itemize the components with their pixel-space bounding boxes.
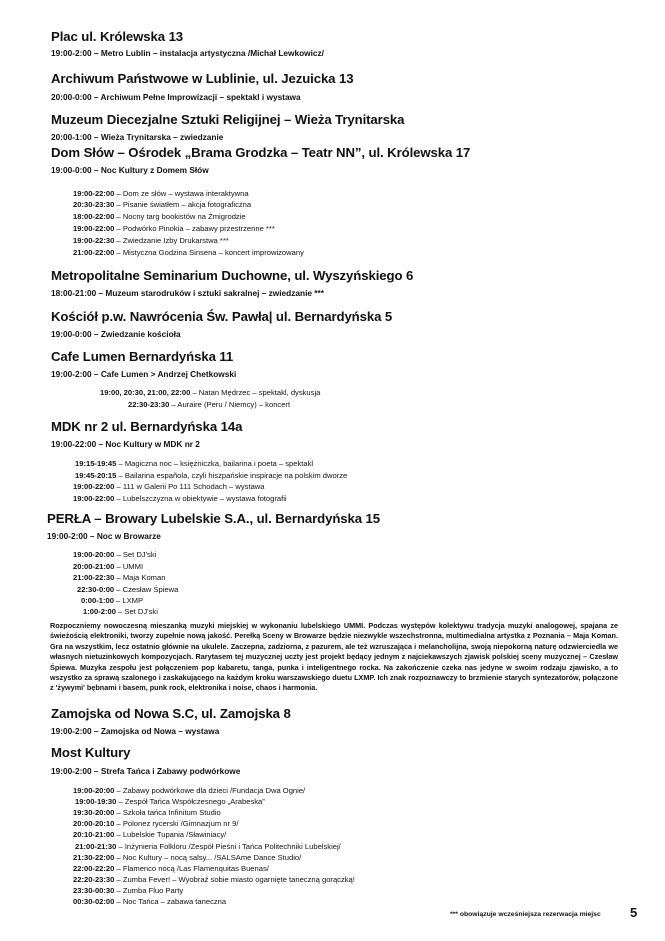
sub-event: 20:30-23:30 – Pisanie światłem – akcja fotograficzna: [73, 200, 252, 209]
description-paragraph: Rozpoczniemy nowoczesną mieszanką muzyki miejskiej w wykonaniu lubelskiego UMMI. Podczas występów kolektywu tradycja muzyki analogowej, spajana ze świeżością elektroniki, tworzy zupełnie nową jakość. Perełką Sceny w Browarze będzie niezwykle wszechstronna, multimedialna artystka z Poznania – Maja Koman. Gra na wszystkim, lecz ostatnio głównie na ukulele. Zaczepna, zadziorna, z pazurem, ale też wzruszająca i melancholijna, swoją niepokorną naturę odzwierciedla we własnych nietuzinkowych kompozycjach. Rarytasem tej muzycznej uczty jest projekt będący jednym z najciekawszych zjawisk polskiej sceny muzycznej – Czesław Śpiewa. Muzyka zespołu jest połączeniem pop kabaretu, tanga, punka i inteligentnego rocka. Na zakończenie czeka nas jedyne w swoim rodzaju zjawisko, a to wszystko za sprawą szalonego i zaskakującego na każdym kroku warszawskiego duetu LXMP. Ich znak rozpoznawczy to brzmienie starych syntezatorów, połączone z 'żywymi' bębnami i basem, punk rock, elektronika i noise, chaos i harmonia.: [50, 621, 618, 693]
sub-event: 20:00-21:00 – UMMI: [73, 562, 144, 571]
venue-heading: Kościół p.w. Nawrócenia Św. Pawła| ul. Bernardyńska 5: [51, 309, 393, 324]
sub-event: 22:30-23:30 – Auraire (Peru / Niemcy) – koncert: [128, 400, 291, 409]
event-line: 19:00-2:00 – Strefa Tańca i Zabawy podwórkowe: [51, 766, 241, 776]
venue-heading: Zamojska od Nowa S.C, ul. Zamojska 8: [51, 706, 291, 721]
sub-event: 21:00-22:30 – Maja Koman: [73, 573, 166, 582]
sub-event: 19:00-22:00 – Dom ze słów – wystawa interaktywna: [73, 189, 249, 198]
sub-event: 20:10-21:00 – Lubelskie Tupania /Sławiniacy/: [73, 830, 227, 839]
sub-event: 19:00-19:30 – Zespół Tańca Współczesnego „Arabeska”: [75, 797, 265, 806]
sub-event: 19:00-22:00 – Lubelszczyzna w obiektywie – wystawa fotografii: [73, 494, 287, 503]
event-line: 19:00-2:00 – Zamojska od Nowa – wystawa: [51, 726, 220, 736]
reservation-footnote: *** obowiązuje wcześniejsza rezerwacja miejsc: [450, 911, 601, 918]
venue-heading: Dom Słów – Ośrodek „Brama Grodzka – Teatr NN”, ul. Królewska 17: [51, 145, 471, 160]
sub-event: 21:00-22:00 – Mistyczna Godzina Sinsena – koncert improwizowany: [73, 248, 304, 257]
venue-heading: Muzeum Diecezjalne Sztuki Religijnej – Wieża Trynitarska: [51, 112, 405, 127]
sub-event: 0:00-1:00 – LXMP: [81, 596, 144, 605]
event-line: 19:00-0:00 – Noc Kultury z Domem Słów: [51, 165, 209, 175]
sub-event: 19:00-22:00 – 111 w Galerii Po 111 Schodach – wystawa: [73, 482, 265, 491]
event-line: 19:00-0:00 – Zwiedzanie kościoła: [51, 329, 181, 339]
sub-event: 22:00-22:20 – Flamenco nocą /Las Flamenquitas Buenas/: [73, 864, 269, 873]
sub-event: 19:00-20:00 – Zabawy podwórkowe dla dzieci /Fundacja Dwa Ognie/: [73, 786, 306, 795]
sub-event: 23:30-00:30 – Zumba Fluo Party: [73, 886, 184, 895]
venue-heading: Most Kultury: [51, 745, 131, 760]
event-line: 20:00-1:00 – Wieża Trynitarska – zwiedzanie: [51, 132, 224, 142]
sub-event: 1:00-2:00 – Set DJ'ski: [83, 607, 158, 616]
venue-heading: MDK nr 2 ul. Bernardyńska 14a: [51, 419, 243, 434]
venue-heading: Plac ul. Królewska 13: [51, 29, 184, 44]
sub-event: 00:30-02:00 – Noc Tańca – zabawa taneczna: [73, 897, 227, 906]
sub-event: 19:00, 20:30, 21:00, 22:00 – Natan Mędrzec – spektakl, dyskusja: [100, 388, 321, 397]
event-line: 18:00-21:00 – Muzeum starodruków i sztuki sakralnej – zwiedzanie ***: [51, 288, 324, 298]
sub-event: 18:00-22:00 – Nocny targ bookistów na Żmigrodzie: [73, 212, 246, 221]
sub-event: 21:30-22:00 – Noc Kultury – nocą salsy... /SALSAme Dance Studio/: [73, 853, 302, 862]
venue-heading: Archiwum Państwowe w Lublinie, ul. Jezuicka 13: [51, 71, 354, 86]
event-line: 19:00-2:00 – Cafe Lumen > Andrzej Chetkowski: [51, 369, 237, 379]
sub-event: 19:15-19:45 – Magiczna noc – księżniczka, bailarina i poeta – spektakl: [75, 459, 314, 468]
sub-event: 19:00-22:00 – Podwórko Pinokia – zabawy przestrzenne ***: [73, 224, 275, 233]
sub-event: 22:30-0:00 – Czesław Śpiewa: [77, 585, 179, 594]
sub-event: 19:30-20:00 – Szkoła tańca Infinitum Studio: [73, 808, 221, 817]
sub-event: 19:00-20:00 – Set DJ'ski: [73, 550, 157, 559]
sub-event: 21:00-21:30 – Inżynieria Folkloru /Zespół Pieśni i Tańca Politechniki Lubelskiej/: [75, 842, 341, 851]
sub-event: 20:00-20:10 – Polonez rycerski /Gimnazjum nr 9/: [73, 819, 239, 828]
venue-heading: PERŁA – Browary Lubelskie S.A., ul. Bernardyńska 15: [47, 511, 381, 526]
venue-heading: Metropolitalne Seminarium Duchowne, ul. Wyszyńskiego 6: [51, 268, 414, 283]
event-line: 19:00-22:00 – Noc Kultury w MDK nr 2: [51, 439, 200, 449]
sub-event: 19:45-20:15 – Bailarina española, czyli hiszpańskie inspiracje na polskim dworze: [75, 471, 348, 480]
event-line: 20:00-0:00 – Archiwum Pełne Improwizacji – spektakl i wystawa: [51, 92, 301, 102]
page-number: 5: [630, 905, 638, 920]
event-line: 19:00-2:00 – Noc w Browarze: [47, 531, 161, 541]
event-line: 19:00-2:00 – Metro Lublin – instalacja artystyczna /Michał Lewkowicz/: [51, 48, 324, 58]
sub-event: 19:00-22:30 – Zwiedzanie Izby Drukarstwa ***: [73, 236, 229, 245]
sub-event: 22:20-23:30 – Zumba Fever! – Wyobraź sobie miasto ogarnięte taneczną gorączką!: [73, 875, 355, 884]
venue-heading: Cafe Lumen Bernardyńska 11: [51, 349, 234, 364]
